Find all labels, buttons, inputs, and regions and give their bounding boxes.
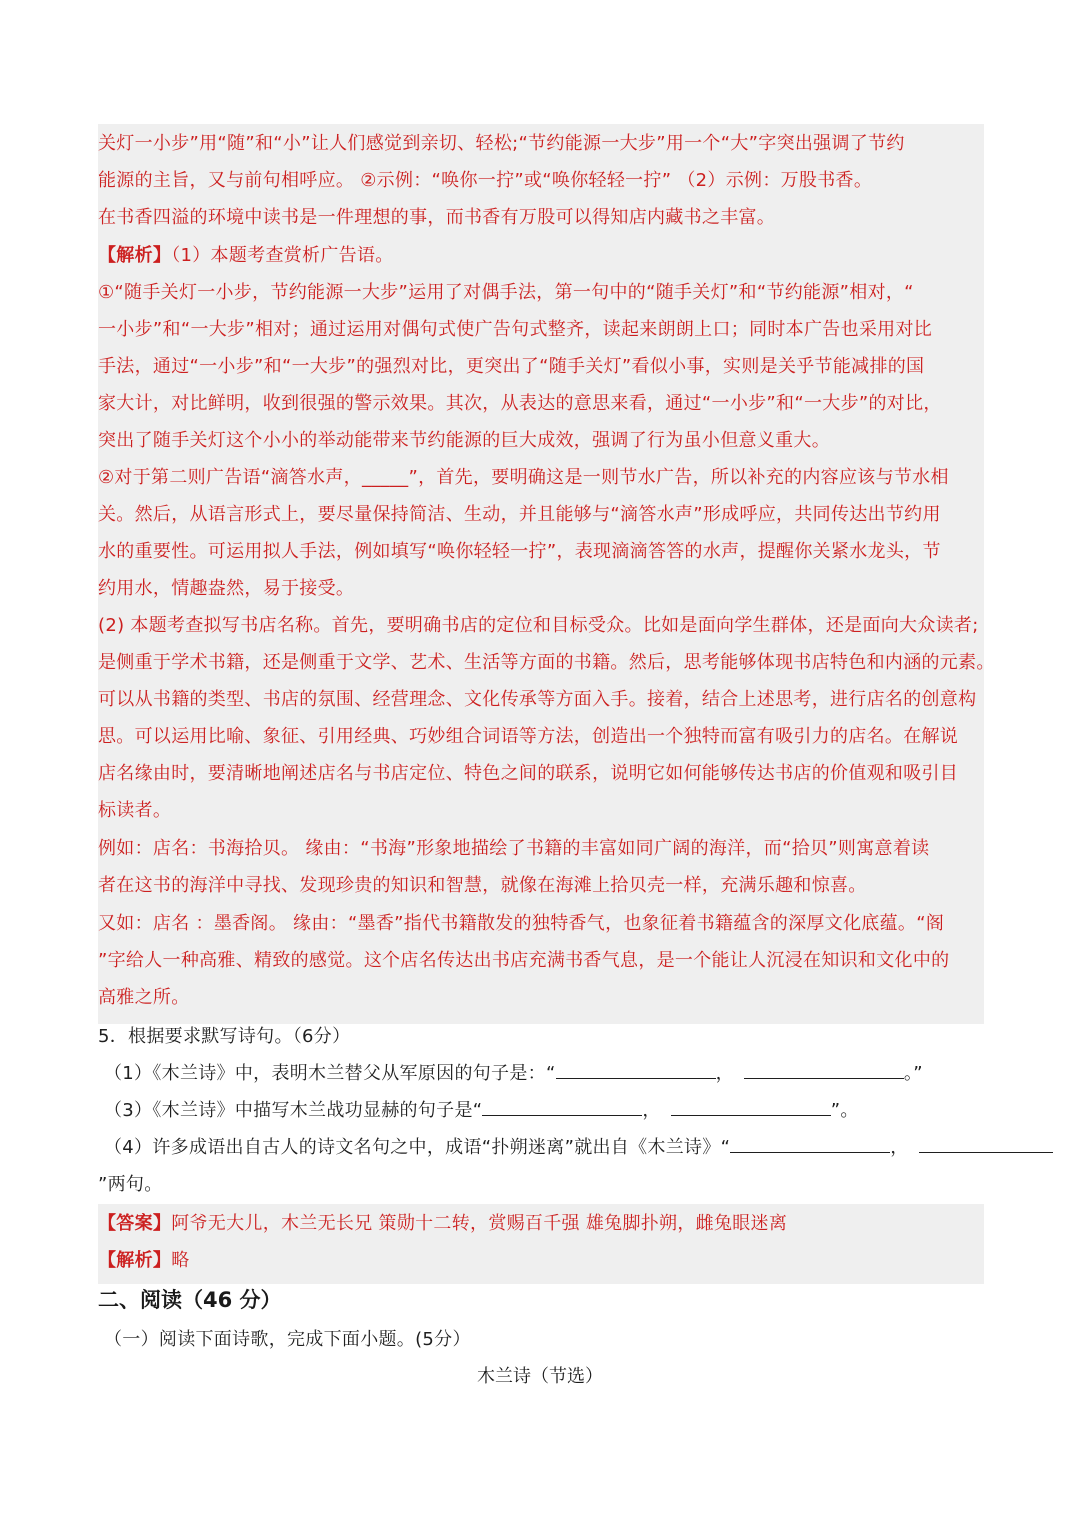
analysis-line: 手法，通过“一小步”和“一大步”的强烈对比，更突出了“随手关灯”看似小事，实则是关乎节能减排的国 bbox=[98, 356, 925, 377]
analysis-line: ①“随手关灯一小步，节约能源一大步”运用了对偶手法，第一句中的“随手关灯”和“节约能源”相对，“ bbox=[98, 282, 914, 303]
answer-blank[interactable] bbox=[671, 1093, 831, 1116]
question-item-3 bbox=[104, 1092, 859, 1129]
answer-line: 关灯一小步”用“随”和“小”让人们感觉到亲切、轻松;“节约能源一大步”用一个“大”字突出强调了节约 bbox=[98, 133, 905, 154]
analysis-line: 家大计，对比鲜明，收到很强的警示效果。其次，从表达的意思来看，通过“一小步”和“一大步”的对比， bbox=[98, 393, 942, 414]
analysis-line: 关。然后，从语言形式上，要尽量保持简洁、生动，并且能够与“滴答水声”形成呼应，共同传达出节约用 bbox=[98, 504, 941, 525]
poem-title: 木兰诗（节选） bbox=[477, 1366, 603, 1387]
analysis-text: 略 bbox=[171, 1250, 190, 1271]
analysis-header bbox=[98, 237, 394, 274]
question-text: （4）许多成语出自古人的诗文名句之中，成语“扑朔迷离”就出自《木兰诗》“ bbox=[104, 1137, 731, 1158]
question-text: （1）《木兰诗》中，表明木兰替父从军原因的句子是：“ bbox=[104, 1063, 556, 1084]
answer-blank[interactable] bbox=[556, 1056, 716, 1079]
analysis-line: 是侧重于学术书籍，还是侧重于文学、艺术、生活等方面的书籍。然后，思考能够体现书店特色和内涵的元素。 bbox=[98, 652, 995, 673]
analysis-line: 者在这书的海洋中寻找、发现珍贵的知识和智慧，就像在海滩上拾贝壳一样，充满乐趣和惊喜。 bbox=[98, 875, 867, 896]
question-text: ， bbox=[890, 1137, 909, 1158]
analysis-line: 一小步”和“一大步”相对；通过运用对偶句式使广告句式整齐，读起来朗朗上口；同时本广告也采用对比 bbox=[98, 319, 933, 340]
analysis-line: 突出了随手关灯这个小小的举动能带来节约能源的巨大成效，强调了行为虽小但意义重大。 bbox=[98, 430, 830, 451]
analysis-line: 思。可以运用比喻、象征、引用经典、巧妙组合词语等方法，创造出一个独特而富有吸引力的店名。在解说 bbox=[98, 726, 959, 747]
analysis-line: 又如：店名 ：墨香阁。 缘由：“墨香”指代书籍散发的独特香气，也象征着书籍蕴含的深厚文化底蕴。“阁 bbox=[98, 913, 945, 934]
question-item-4 bbox=[104, 1129, 1053, 1166]
analysis-line: ②对于第二则广告语“滴答水声，_____”，首先，要明确这是一则节水广告，所以补充的内容应该与节水相 bbox=[98, 467, 949, 488]
analysis-line: 店名缘由时，要清晰地阐述店名与书店定位、特色之间的联系，说明它如何能够传达书店的价值观和吸引目 bbox=[98, 763, 959, 784]
answer-label: 【答案】 bbox=[98, 1213, 172, 1234]
question-text: 。” bbox=[903, 1063, 923, 1084]
section-heading: 二、阅读（46 分） bbox=[98, 1288, 282, 1312]
question-text: ， bbox=[642, 1100, 661, 1121]
question-text: ， bbox=[715, 1063, 734, 1084]
question-item-4-end: ”两句。 bbox=[98, 1174, 163, 1195]
answer-row bbox=[98, 1205, 787, 1242]
question-title: 5．根据要求默写诗句。（6分） bbox=[98, 1026, 351, 1047]
section-subheading: （一）阅读下面诗歌，完成下面小题。(5分） bbox=[104, 1329, 471, 1350]
analysis-row bbox=[98, 1242, 190, 1279]
analysis-line: 标读者。 bbox=[98, 800, 172, 821]
question-text: （3）《木兰诗》中描写木兰战功显赫的句子是“ bbox=[104, 1100, 483, 1121]
question-item-1 bbox=[104, 1055, 923, 1092]
analysis-line: 例如：店名：书海拾贝。 缘由：“书海”形象地描绘了书籍的丰富如同广阔的海洋，而“拾贝”则寓意着读 bbox=[98, 838, 930, 859]
answer-line: 能源的主旨，又与前句相呼应。 ②示例：“唤你一拧”或“唤你轻轻一拧” （2）示例：万股书香。 bbox=[98, 170, 873, 191]
answer-blank[interactable] bbox=[482, 1093, 642, 1116]
answer-blank[interactable] bbox=[919, 1130, 1053, 1153]
answer-blank[interactable] bbox=[730, 1130, 890, 1153]
question-text: ”。 bbox=[830, 1100, 859, 1121]
analysis-line: 水的重要性。可运用拟人手法，例如填写“唤你轻轻一拧”，表现滴滴答答的水声，提醒你关紧水龙头，节 bbox=[98, 541, 941, 562]
analysis-label: 【解析】 bbox=[98, 245, 172, 266]
answer-text: 阿爷无大儿，木兰无长兄 策勋十二转，赏赐百千强 雄兔脚扑朔，雌兔眼迷离 bbox=[171, 1213, 788, 1234]
analysis-label: 【解析】 bbox=[98, 1250, 172, 1271]
answer-line: 在书香四溢的环境中读书是一件理想的事，而书香有万股可以得知店内藏书之丰富。 bbox=[98, 207, 776, 228]
analysis-line: 高雅之所。 bbox=[98, 987, 190, 1008]
analysis-line: ”字给人一种高雅、精致的感觉。这个店名传达出书店充满书香气息，是一个能让人沉浸在知识和文化中的 bbox=[98, 950, 950, 971]
analysis-line: 可以从书籍的类型、书店的氛围、经营理念、文化传承等方面入手。接着，结合上述思考，进行店名的创意构 bbox=[98, 689, 977, 710]
analysis-line: (2) 本题考查拟写书店名称。首先，要明确书店的定位和目标受众。比如是面向学生群体，还是面向大众读者; bbox=[98, 615, 979, 636]
analysis-first: （1）本题考查赏析广告语。 bbox=[171, 245, 394, 266]
analysis-line: 约用水，情趣盎然，易于接受。 bbox=[98, 578, 355, 599]
answer-blank[interactable] bbox=[744, 1056, 904, 1079]
